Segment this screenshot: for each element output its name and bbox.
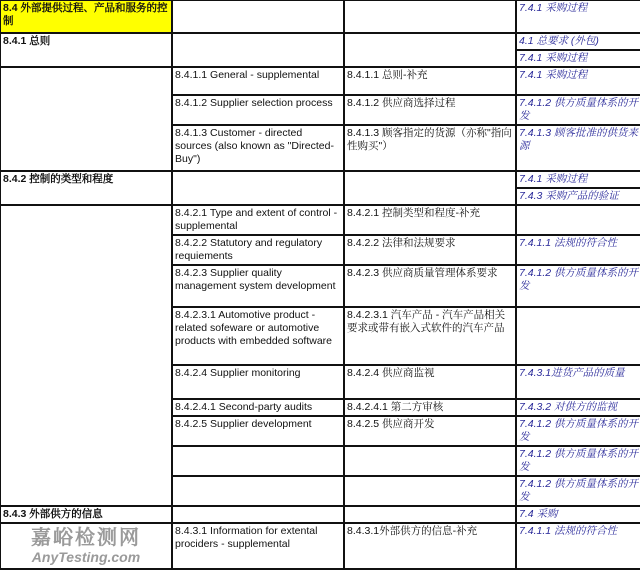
clause-cn: 8.4.2.3.1 汽车产品 - 汽车产品相关要求或带有嵌入式软件的汽车产品: [344, 307, 516, 365]
reference-link[interactable]: 7.4 采购: [516, 506, 640, 523]
reference-link[interactable]: 7.4.3.2 对供方的监视: [516, 399, 640, 416]
reference-link[interactable]: 7.4.1.2 供方质量体系的开发: [516, 265, 640, 307]
clause-en: 8.4.1.3 Customer - directed sources (also known as "Directed-Buy"): [172, 125, 344, 171]
clause-cn: 8.4.1.3 顾客指定的货源（亦称"指向性购买"）: [344, 125, 516, 171]
clause-cn: 8.4.1.1 总则-补充: [344, 67, 516, 95]
reference-link[interactable]: 7.4.1.2 供方质量体系的开发: [516, 95, 640, 125]
clause-en: 8.4.2.5 Supplier development: [172, 416, 344, 446]
clause-en: 8.4.2.4.1 Second-party audits: [172, 399, 344, 416]
table-row: [0, 33, 640, 67]
reference-link[interactable]: 7.4.1.2 供方质量体系的开发: [516, 416, 640, 446]
clause-cn: 8.4.1.2 供应商选择过程: [344, 95, 516, 125]
clause-cn: 8.4.2.2 法律和法规要求: [344, 235, 516, 265]
reference-link[interactable]: 7.4.1 采购过程: [519, 173, 588, 185]
watermark-logo: [3, 527, 169, 565]
clause-en: 8.4.3.1 Information for extental prociders - supplemental: [172, 523, 344, 569]
table-row: [0, 0, 640, 33]
clause-en: 8.4.2.3 Supplier quality management system development: [172, 265, 344, 307]
reference-link[interactable]: 7.4.3.1进货产品的质量: [516, 365, 640, 399]
clause-en: 8.4.2.1 Type and extent of control - supplemental: [172, 205, 344, 235]
reference-link[interactable]: 7.4.1.2 供方质量体系的开发: [516, 476, 640, 506]
clause-en: 8.4.1.1 General - supplemental: [172, 67, 344, 95]
table-row: [0, 67, 640, 95]
clause-en: 8.4.2.2 Statutory and regulatory requiements: [172, 235, 344, 265]
section-heading: 8.4.2 控制的类型和程度: [0, 171, 172, 205]
reference-link[interactable]: 7.4.1 采购过程: [517, 49, 640, 66]
reference-link[interactable]: 7.4.1.1 法规的符合性: [516, 235, 640, 265]
clause-cn: 8.4.3.1外部供方的信息-补充: [344, 523, 516, 569]
reference-link[interactable]: 7.4.3 采购产品的验证: [517, 187, 640, 204]
table-row: [0, 171, 640, 205]
section-heading: 8.4 外部提供过程、产品和服务的控制: [0, 0, 172, 33]
table-row: [0, 506, 640, 523]
watermark-cn: 嘉峪检测网: [31, 527, 141, 549]
clause-en: 8.4.2.4 Supplier monitoring: [172, 365, 344, 399]
section-heading: 8.4.1 总则: [0, 33, 172, 67]
reference-link[interactable]: 7.4.1 采购过程: [516, 67, 640, 95]
table-row: [0, 205, 640, 235]
clause-cn: 8.4.2.4 供应商监视: [344, 365, 516, 399]
reference-link[interactable]: 7.4.1 采购过程: [516, 0, 640, 33]
clause-cn: 8.4.2.5 供应商开发: [344, 416, 516, 446]
clause-cn: 8.4.2.4.1 第二方审核: [344, 399, 516, 416]
table-row: [0, 523, 640, 569]
reference-link[interactable]: 7.4.1.1 法规的符合性: [516, 523, 640, 569]
clause-en: 8.4.1.2 Supplier selection process: [172, 95, 344, 125]
reference-link[interactable]: 7.4.1.3 顾客批准的供货来源: [516, 125, 640, 171]
reference-link[interactable]: 4.1 总要求 (外包): [519, 35, 599, 47]
reference-link[interactable]: 7.4.1.2 供方质量体系的开发: [516, 446, 640, 476]
clause-cn: 8.4.2.3 供应商质量管理体系要求: [344, 265, 516, 307]
watermark-en: AnyTesting.com: [31, 549, 141, 565]
clause-cn: 8.4.2.1 控制类型和程度-补充: [344, 205, 516, 235]
clause-en: 8.4.2.3.1 Automotive product - related sofeware or automotive products with embedded software: [172, 307, 344, 365]
section-heading: 8.4.3 外部供方的信息: [0, 506, 172, 523]
